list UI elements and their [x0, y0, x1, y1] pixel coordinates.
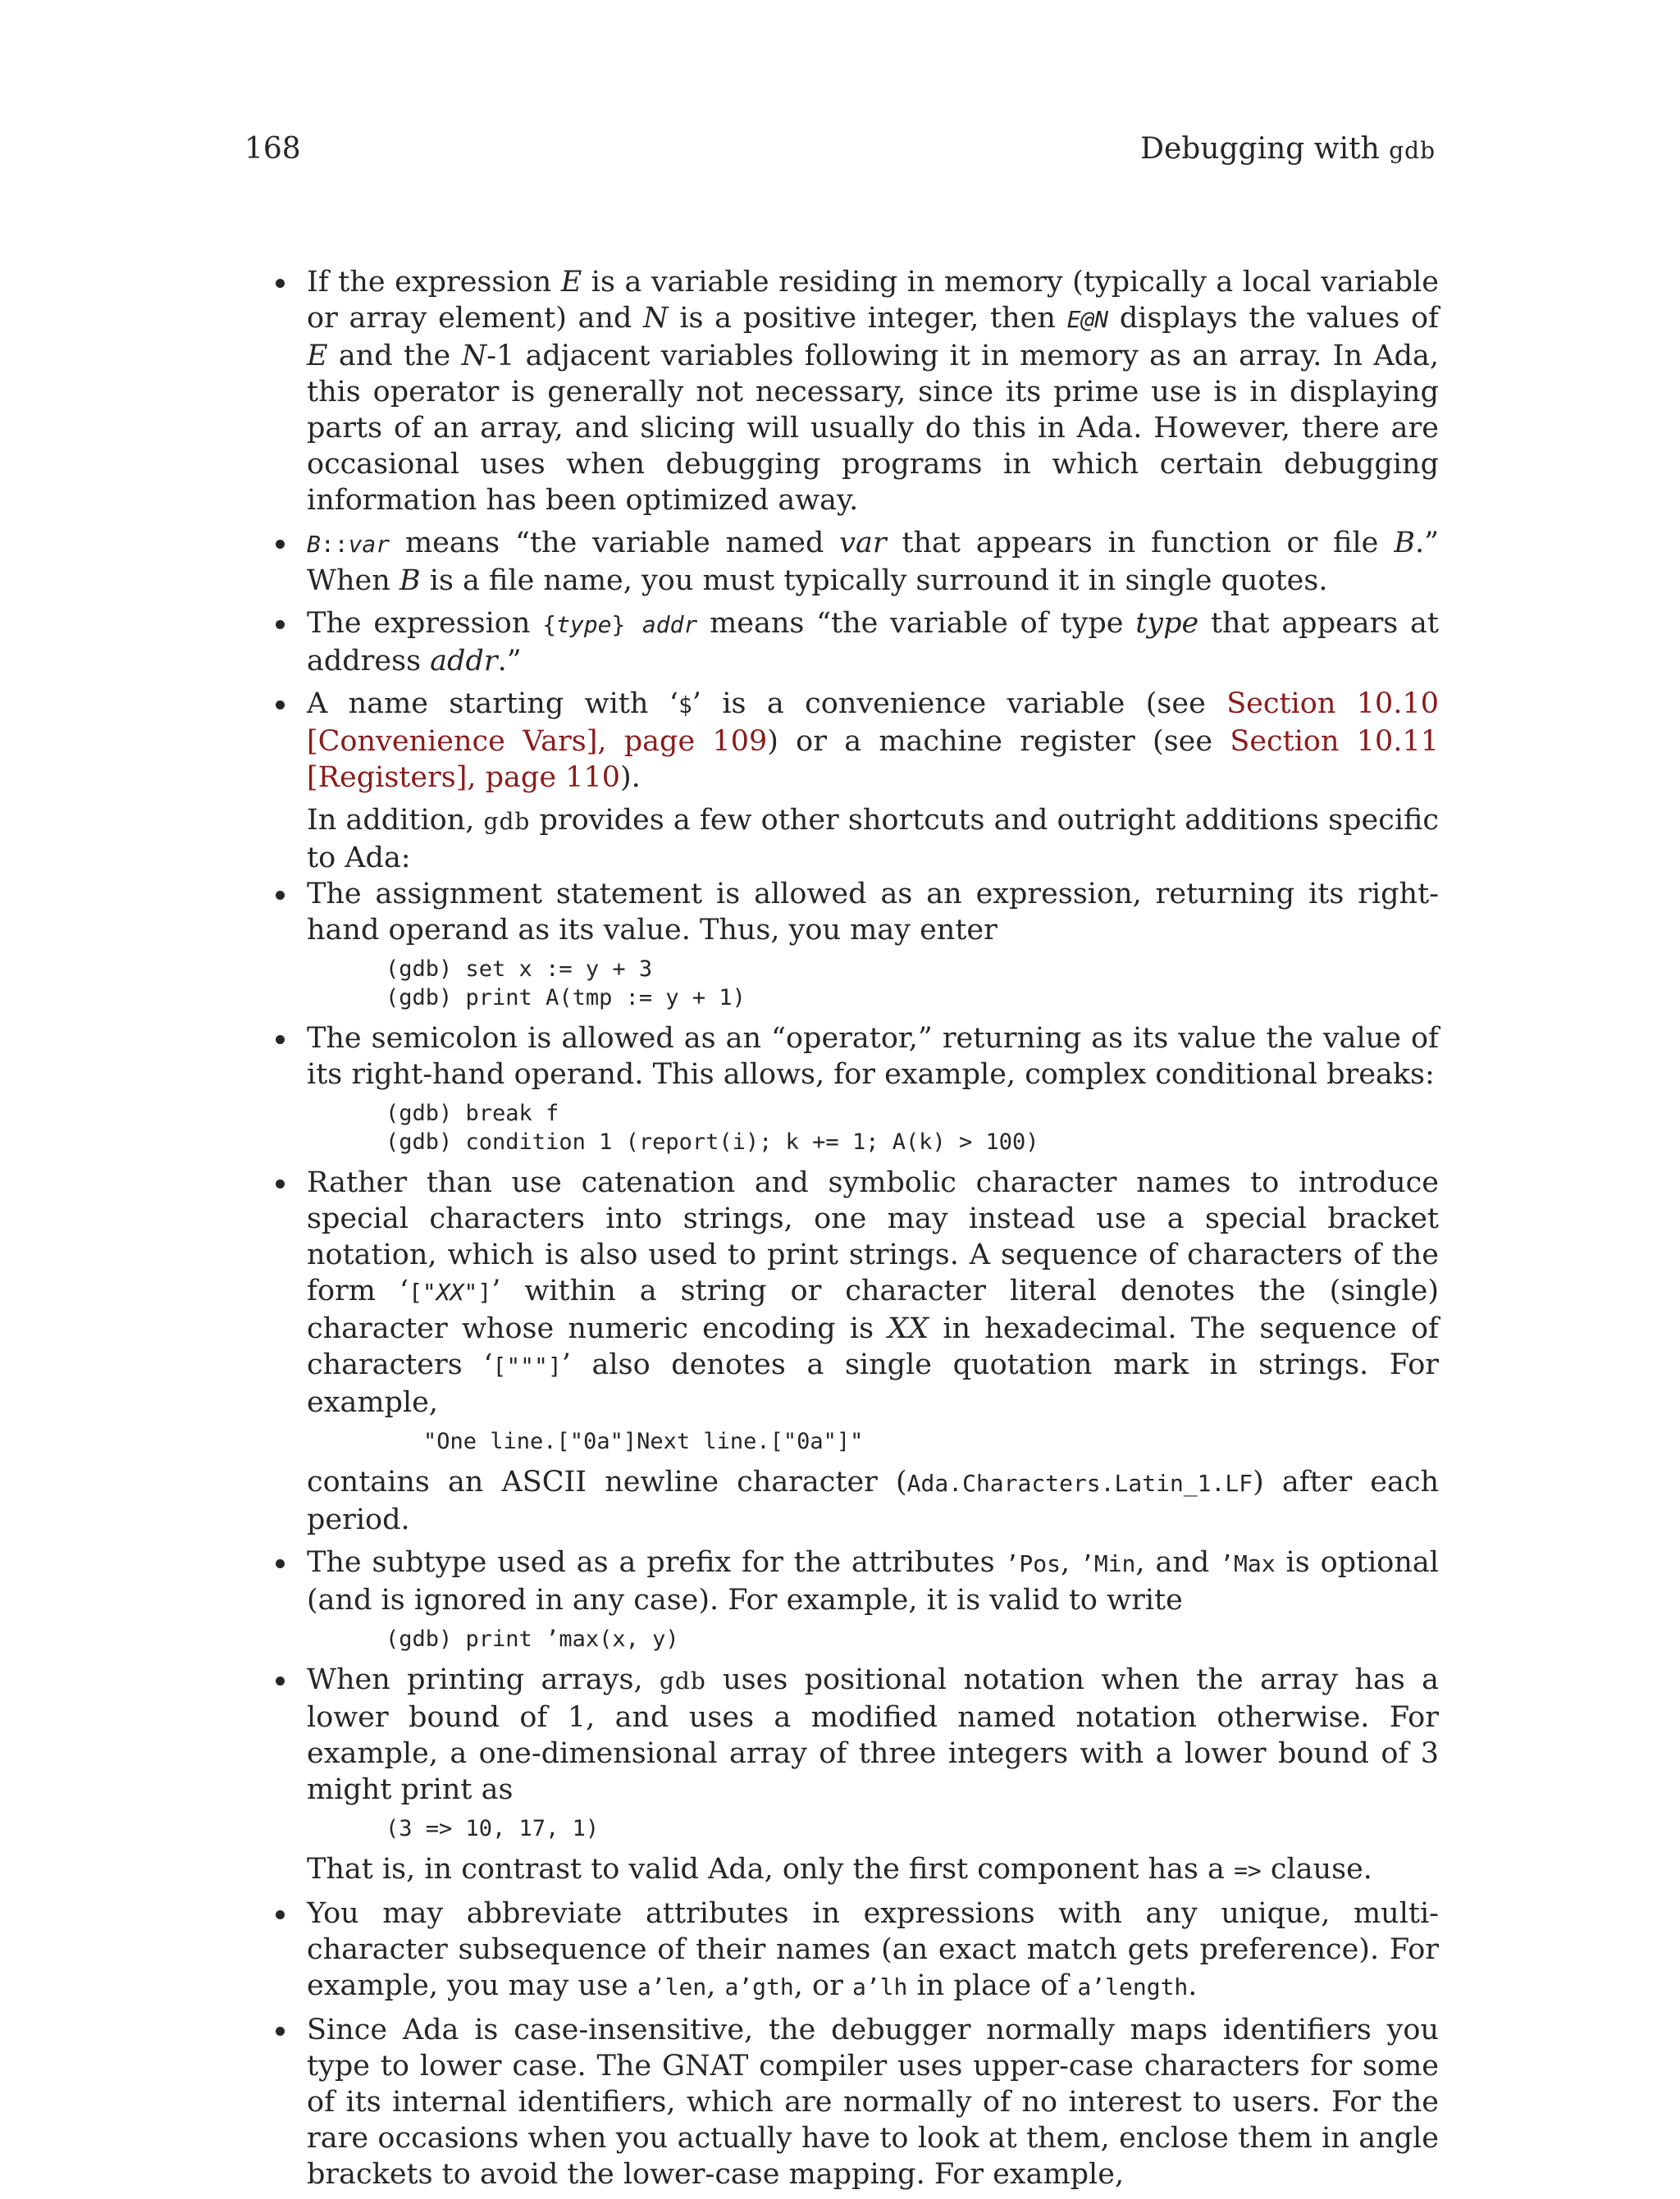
- bullet-text: The semicolon is allowed as an “operator,” returning as its value the value of its right-hand operand. This allows, for example, complex conditional breaks:: [307, 1022, 1439, 1091]
- bullet-text: B::var means “the variable named var that appears in function or file B.” When B is a file name, you must typically surround it in single quotes.: [307, 527, 1439, 597]
- bullet-list-1: [307, 264, 1439, 796]
- bullet-text: Since Ada is case-insensitive, the debugger normally maps identifiers you type to lower case. The GNAT compiler uses upper-case characters for some of its internal identifiers, which are normally of no interest to users. For the rare occasions when you actually have to look at them, enclose them in angle brackets to avoid the lower-case mapping. For example,: [307, 2014, 1439, 2191]
- cross-reference-link[interactable]: Section 10.11 [Registers], page 110: [307, 725, 1439, 794]
- bullet-text: The expression {type} addr means “the variable of type type that appears at address addr.”: [307, 607, 1439, 677]
- inline-code: a’gth: [724, 1973, 794, 2001]
- inline-code: var: [348, 531, 390, 558]
- list-item: [307, 876, 1439, 1012]
- code-example: (gdb) break f (gdb) condition 1 (report(i); k += 1; A(k) > 100): [386, 1101, 1039, 1155]
- list-item: [307, 2012, 1439, 2192]
- inline-code: ’Pos: [1005, 1550, 1061, 1577]
- list-item: [307, 1020, 1439, 1157]
- bullet-text: When printing arrays, gdb uses positional notation when the array has a lower bound of 1, and uses a modified named notation otherwise. For example, a one-dimensional array of three integers with a lower bound of 3 might print as: [307, 1663, 1439, 1806]
- bullet-text: Rather than use catenation and symbolic character names to introduce special characters into strings, one may instead use a special bracket notation, which is also used to print strings. A sequence of characters of the form ‘["XX"]’ within a string or character literal denotes the (single) character whose numeric encoding is XX in hexadecimal. The sequence of characters ‘["""]’ also denotes a single quotation mark in strings. For example,: [307, 1166, 1439, 1419]
- code-example: (gdb) set x := y + 3 (gdb) print A(tmp := y + 1): [386, 956, 746, 1011]
- code-example: (3 => 10, 17, 1): [386, 1816, 600, 1841]
- gdb-smallcaps: gdb: [483, 808, 531, 835]
- inline-code: a’lh: [851, 1973, 908, 2001]
- page-number: 168: [244, 132, 301, 166]
- list-item: [307, 605, 1439, 679]
- inline-code: Ada.Characters.Latin_1.LF: [906, 1470, 1253, 1497]
- list-item: [307, 1896, 1439, 2005]
- bullet-text: A name starting with ‘$’ is a convenience variable (see Section 10.10 [Convenience Vars], page 109) or a machine register (see Section 10.11 [Registers], page 110).: [307, 687, 1439, 794]
- inline-code: XX: [436, 1279, 464, 1306]
- inline-code: E@N: [1066, 306, 1109, 333]
- inline-code: a’length: [1077, 1973, 1189, 2001]
- running-header: [1140, 128, 1436, 172]
- list-item: [307, 264, 1439, 518]
- bullet-text: If the expression E is a variable residing in memory (typically a local variable or array element) and N is a positive integer, then E@N displays the values of E and the N-1 adjacent variables following it in memory as an array. In Ada, this operator is generally not necessary, since its prime use is in displaying parts of an array, and slicing will usually do this in Ada. However, there are occasional uses when debugging programs in which certain debugging information has been optimized away.: [307, 266, 1440, 517]
- cross-reference-link[interactable]: Section 10.10 [Convenience Vars], page 109: [307, 687, 1439, 758]
- paragraph: In addition, gdb provides a few other shortcuts and outright additions specific to Ada:: [307, 804, 1439, 874]
- inline-code: B: [307, 531, 321, 558]
- inline-code: type: [556, 611, 612, 638]
- bullet-list-2: [307, 876, 1439, 2192]
- bullet-continuation: contains an ASCII newline character (Ada.Characters.Latin_1.LF) after each period.: [307, 1466, 1439, 1536]
- bullet-text: The subtype used as a prefix for the attributes ’Pos, ’Min, and ’Max is optional (and is ignored in any case). For example, it is valid to write: [307, 1546, 1439, 1617]
- bullet-text: The assignment statement is allowed as an expression, returning its right-hand operand as its value. Thus, you may enter: [307, 878, 1439, 947]
- gdb-smallcaps: gdb: [659, 1667, 706, 1695]
- page-body: [307, 264, 1439, 2199]
- inline-code: addr: [641, 611, 698, 638]
- code-example: (gdb) print ’max(x, y): [386, 1626, 679, 1652]
- list-item: [307, 525, 1439, 599]
- bullet-text: You may abbreviate attributes in expressions with any unique, multi-character subsequence of their names (an exact match gets preference). For example, you may use a’len, a’gth, or a’lh in place of a’length.: [307, 1897, 1439, 2002]
- list-item: [307, 1165, 1439, 1538]
- list-item: [307, 1662, 1439, 1889]
- inline-code: ’Min: [1080, 1550, 1136, 1577]
- list-item: [307, 686, 1439, 796]
- inline-code: =>: [1234, 1857, 1262, 1884]
- inline-code: ’Max: [1220, 1550, 1276, 1577]
- code-example: "One line.["0a"]Next line.["0a"]": [423, 1429, 864, 1454]
- running-header-text: Debugging with: [1140, 132, 1390, 166]
- list-item: [307, 1544, 1439, 1654]
- gdb-smallcaps: gdb: [1389, 137, 1436, 164]
- inline-code: a’len: [637, 1973, 707, 2001]
- bullet-continuation: That is, in contrast to valid Ada, only the first component has a => clause.: [307, 1853, 1372, 1886]
